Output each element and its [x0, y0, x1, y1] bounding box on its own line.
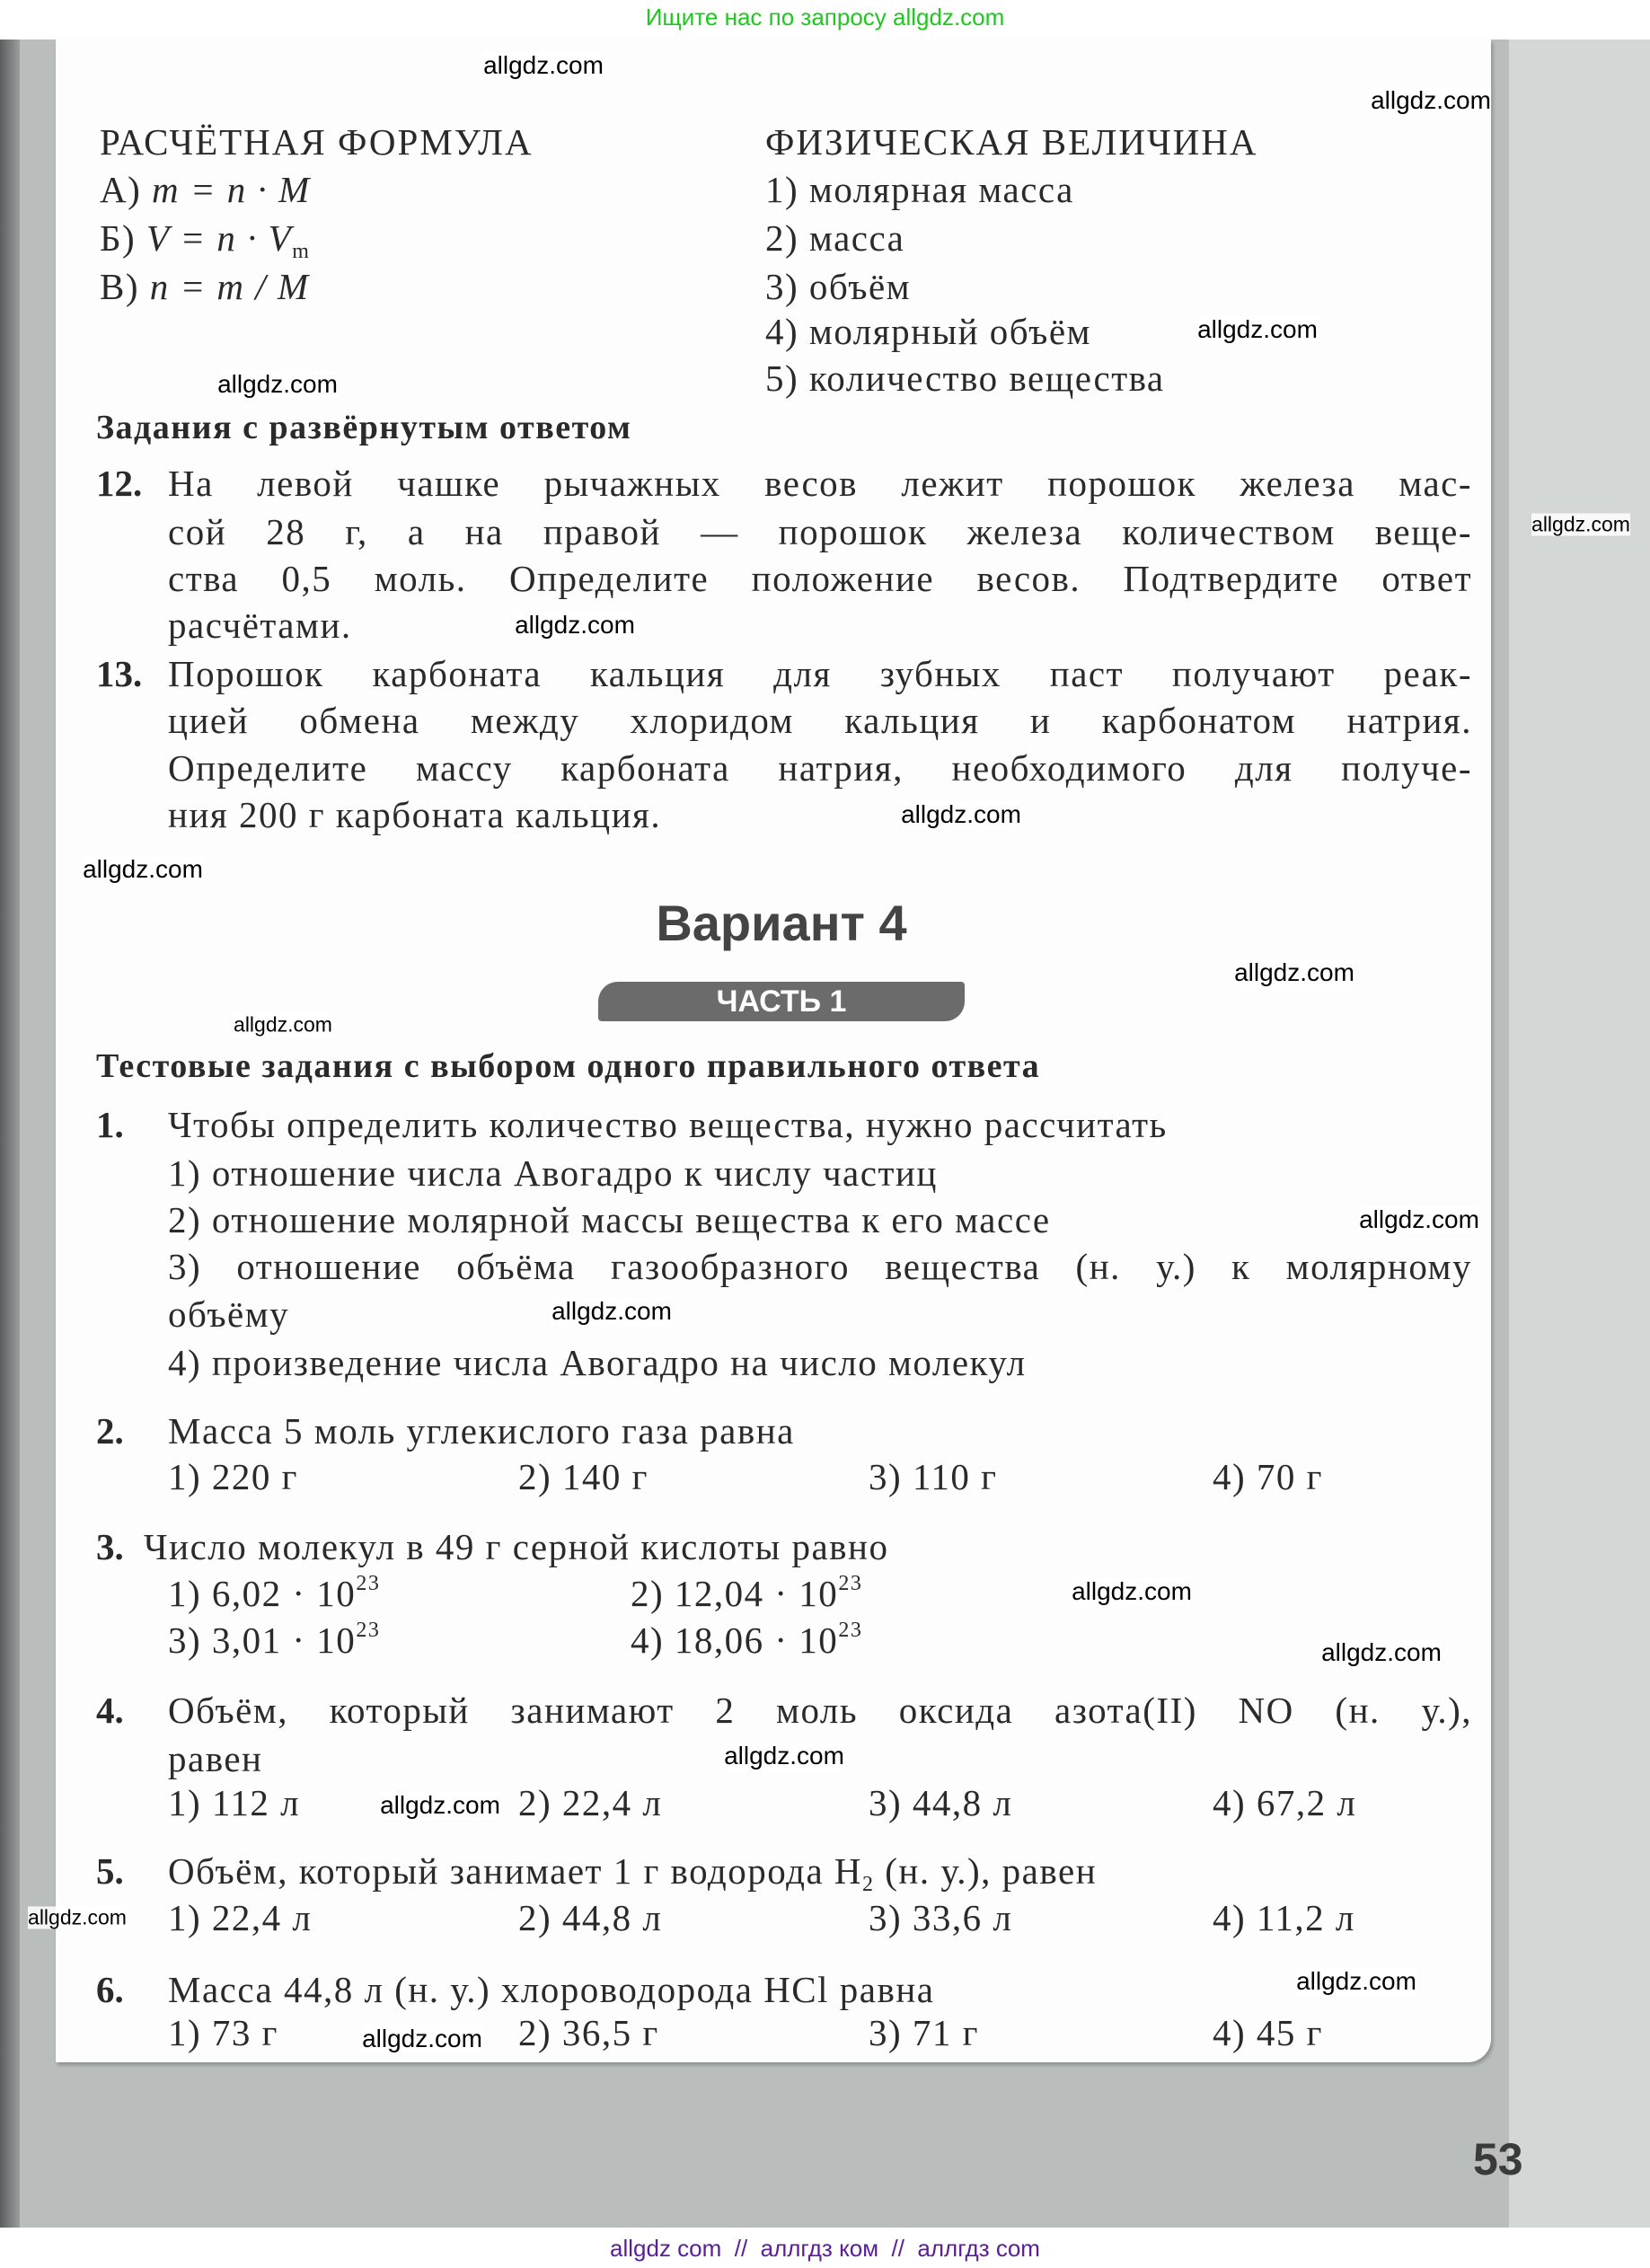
formula-c [100, 264, 310, 309]
formula-subscript: m [292, 240, 311, 263]
watermark: allgdz.com [1321, 1638, 1442, 1666]
question-number: 5. [96, 1850, 124, 1892]
question-number: 1. [96, 1104, 124, 1145]
option-base: 3) 3,01 · 10 [168, 1619, 357, 1661]
answer-option: 2) 44,8 л [518, 1897, 663, 1938]
task-line: цией обмена между хлоридом кальция и карбонатом натрия. [168, 700, 1472, 741]
extended-heading: Задания с развёрнутым ответом [96, 409, 632, 446]
question-text [168, 1849, 1098, 1896]
watermark: allgdz.com [483, 51, 604, 79]
option-base: 1) 6,02 · 10 [168, 1573, 357, 1614]
answer-option: 2) 140 г [518, 1456, 649, 1497]
watermark: allgdz.com [217, 370, 338, 398]
question-text: Объём, который занимают 2 моль оксида азота(II) NO (н. у.), [168, 1690, 1472, 1731]
answer-option: 4) 67,2 л [1213, 1782, 1357, 1823]
formula-expr: m = n · M [152, 169, 311, 210]
variant-title: Вариант 4 [656, 895, 907, 951]
watermark: allgdz.com [1371, 86, 1491, 114]
answer-option: 2) 36,5 г [518, 2012, 659, 2053]
answer-option: 2) 22,4 л [518, 1782, 663, 1823]
quantity-item: 1) молярная масса [765, 169, 1074, 210]
task-line: расчётами. [168, 605, 352, 646]
page-edge [1509, 40, 1650, 2228]
answer-option: 1) 220 г [168, 1456, 298, 1497]
answer-option: 4) 45 г [1213, 2012, 1323, 2053]
tests-heading: Тестовые задания с выбором одного правильного ответа [96, 1047, 1041, 1085]
formula-header: РАСЧЁТНАЯ ФОРМУЛА [100, 121, 534, 163]
answer-option: 3) 71 г [869, 2012, 979, 2053]
option-exponent: 23 [838, 1619, 863, 1642]
question-text: Масса 44,8 л (н. у.) хлороводорода HCl равна [168, 1969, 935, 2010]
question-number: 3. [96, 1526, 124, 1567]
option-base: 4) 18,06 · 10 [631, 1619, 839, 1661]
top-search-note: Ищите нас по запросу allgdz.com [645, 4, 1005, 31]
formula-b [100, 216, 311, 263]
quantity-item: 3) объём [765, 266, 912, 307]
watermark: allgdz.com [380, 1791, 500, 1819]
answer-option: 4) 11,2 л [1213, 1897, 1355, 1938]
question-text: Чтобы определить количество вещества, нужно рассчитать [168, 1104, 1168, 1145]
answer-option [631, 1571, 862, 1616]
answer-option [168, 1571, 380, 1616]
quantity-item: 2) масса [765, 217, 905, 259]
question-number: 2. [96, 1410, 124, 1452]
option-exponent: 23 [838, 1572, 863, 1595]
formula-expr: V = n · V [146, 217, 293, 259]
watermark: allgdz.com [1359, 1205, 1479, 1233]
question-text-part: Объём, который занимает 1 г водорода H [168, 1850, 863, 1892]
task-line: Определите массу карбоната натрия, необходимого для получе- [168, 747, 1472, 789]
answer-option: 3) отношение объёма газообразного вещества (н. у.) к молярному [168, 1246, 1472, 1287]
task-line: сой 28 г, а на правой — порошок железа количеством веще- [168, 511, 1472, 552]
answer-option: 3) 44,8 л [869, 1782, 1013, 1823]
quantity-header: ФИЗИЧЕСКАЯ ВЕЛИЧИНА [765, 121, 1258, 163]
task-number: 12. [96, 463, 143, 504]
answer-option: 4) произведение числа Авогадро на число молекул [168, 1342, 1027, 1383]
answer-option: 1) отношение числа Авогадро к числу частиц [168, 1152, 938, 1194]
formula-label: В) [100, 266, 139, 307]
watermark: allgdz.com [1197, 315, 1318, 343]
question-text: Число молекул в 49 г серной кислоты равно [144, 1526, 889, 1567]
watermark: allgdz.com [901, 800, 1021, 828]
quantity-item: 4) молярный объём [765, 311, 1091, 352]
answer-option: 1) 22,4 л [168, 1897, 313, 1938]
answer-option: 1) 73 г [168, 2012, 278, 2053]
answer-option-cont: объёму [168, 1293, 290, 1335]
watermark: allgdz.com [83, 855, 203, 883]
question-number: 4. [96, 1690, 124, 1731]
answer-option: 1) 112 л [168, 1782, 301, 1823]
watermark: allgdz.com [1234, 958, 1354, 986]
watermark: allgdz.com [515, 611, 635, 639]
option-exponent: 23 [356, 1619, 381, 1642]
task-line: ния 200 г карбоната кальция. [168, 794, 662, 835]
watermark: allgdz.com [362, 2025, 482, 2052]
task-line: На левой чашке рычажных весов лежит порошок железа мас- [168, 463, 1472, 504]
book-spine [0, 40, 20, 2228]
page-number: 53 [1473, 2134, 1523, 2184]
answer-option: 2) отношение молярной массы вещества к его массе [168, 1199, 1051, 1240]
task-number: 13. [96, 653, 143, 694]
answer-option [631, 1618, 862, 1663]
task-line: ства 0,5 моль. Определите положение весов. Подтвердите ответ [168, 558, 1472, 599]
question-text-cont: равен [168, 1738, 263, 1779]
question-text: Масса 5 моль углекислого газа равна [168, 1410, 795, 1452]
answer-option: 4) 70 г [1213, 1456, 1323, 1497]
formula-expr: n = m / M [149, 266, 310, 307]
task-line: Порошок карбоната кальция для зубных паст получают реак- [168, 653, 1472, 694]
watermark: allgdz.com [28, 1905, 127, 1929]
footer-links[interactable]: allgdz com // аллгдз ком // аллгдз com [610, 2235, 1040, 2262]
subscript: 2 [862, 1873, 875, 1896]
quantity-item: 5) количество вещества [765, 357, 1165, 399]
watermark: allgdz.com [551, 1297, 672, 1325]
question-text-part: (н. у.), равен [874, 1850, 1098, 1892]
watermark: allgdz.com [724, 1742, 844, 1769]
answer-option: 3) 110 г [869, 1456, 998, 1497]
watermark: allgdz.com [1296, 1967, 1416, 1995]
watermark: allgdz.com [1072, 1577, 1192, 1605]
option-base: 2) 12,04 · 10 [631, 1573, 839, 1614]
formula-label: А) [100, 169, 142, 210]
formula-label: Б) [100, 217, 137, 259]
answer-option [168, 1618, 380, 1663]
watermark: allgdz.com [234, 1012, 332, 1037]
answer-option: 3) 33,6 л [869, 1897, 1013, 1938]
option-exponent: 23 [356, 1572, 381, 1595]
watermark: allgdz.com [1531, 512, 1630, 536]
part-banner: ЧАСТЬ 1 [598, 982, 965, 1021]
formula-a [100, 167, 311, 212]
question-number: 6. [96, 1969, 124, 2010]
